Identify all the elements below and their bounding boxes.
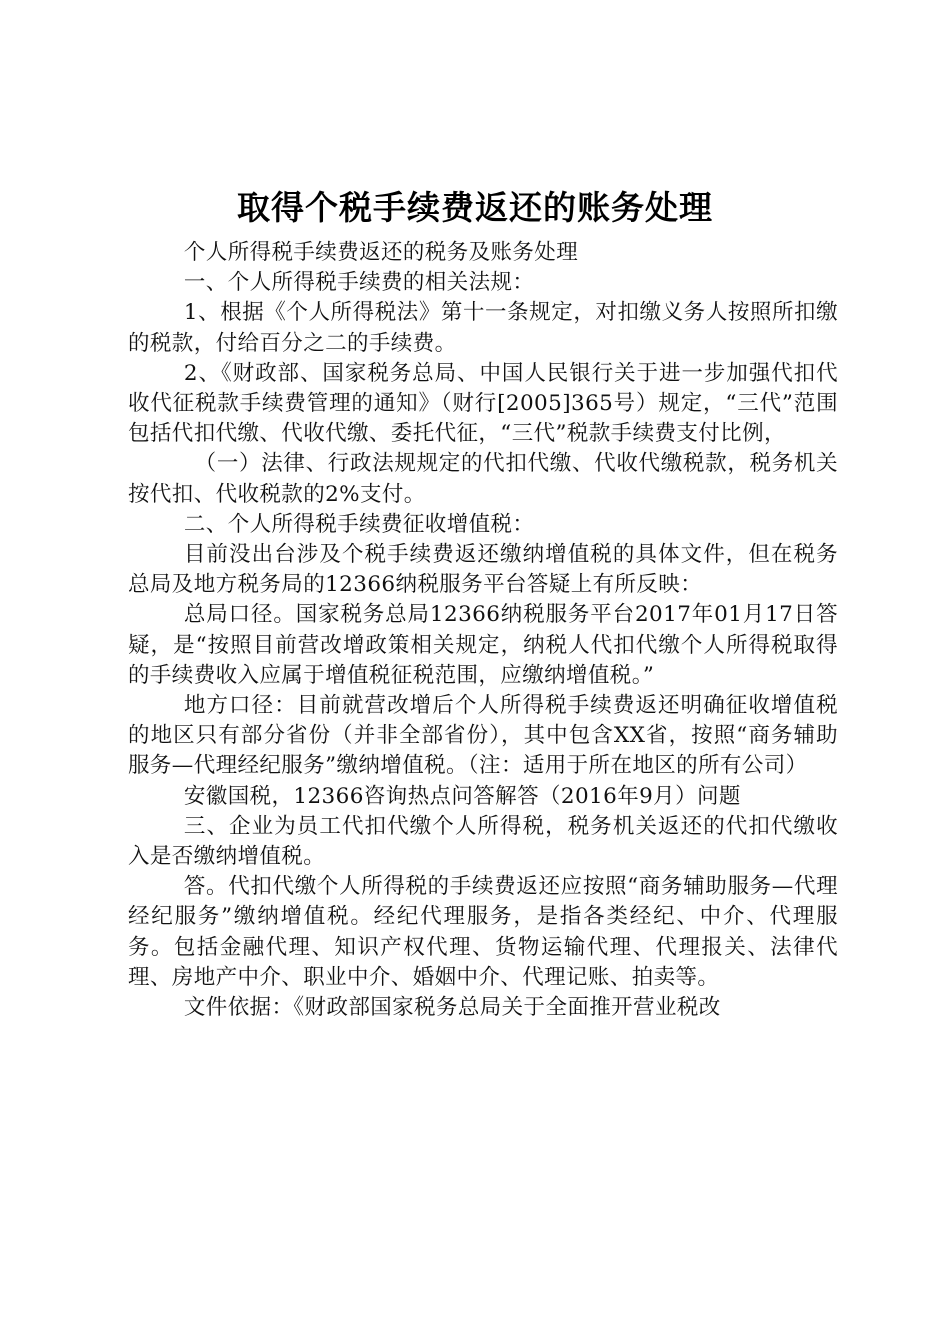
paragraph-subtitle: 个人所得税手续费返还的税务及账务处理 <box>183 240 579 265</box>
paragraph-regulation-1: 1、根据《个人所得税法》第十一条规定，对扣缴义务人按照所扣缴的税款，付给百分之二的手续费。 <box>128 300 838 356</box>
paragraph-document-basis: 文件依据：《财政部国家税务总局关于全面推开营业税改 <box>183 995 721 1021</box>
document-title: 取得个税手续费返还的账务处理 <box>237 188 713 227</box>
paragraph-national-caliber: 总局口径。国家税务总局12366纳税服务平台2017年01月17日答疑，是“按照目前营改增政策相关规定，纳税人代扣代缴个人所得税取得的手续费收入应属于增值税征税范围，应缴纳增值税。” <box>128 602 838 688</box>
paragraph-regulation-2: 2、《财政部、国家税务总局、中国人民银行关于进一步加强代扣代收代征税款手续费管理的通知》（财行[2005]365号）规定，“三代”范围包括代扣代缴、代收代缴、委托代征，“三代”税款手续费支付比例， <box>128 360 838 447</box>
paragraph-answer: 答。代扣代缴个人所得税的手续费返还应按照“商务辅助服务—代理经纪服务”缴纳增值税。经纪代理服务，是指各类经纪、中介、代理服务。包括金融代理、知识产权代理、货物运输代理、代理报关、法律代理、房地产中介、职业中介、婚姻中介、代理记账、拍卖等。 <box>128 874 838 990</box>
paragraph-section-3-question: 三、企业为员工代扣代缴个人所得税，税务机关返还的代扣代缴收入是否缴纳增值税。 <box>128 813 838 870</box>
paragraph-section-1-heading: 一、个人所得税手续费的相关法规： <box>183 270 535 296</box>
document-body <box>128 238 838 1023</box>
paragraph-local-caliber: 地方口径：目前就营改增后个人所得税手续费返还明确征收增值税的地区只有部分省份（并非全部省份），其中包含XX省，按照“商务辅助服务—代理经纪服务”缴纳增值税。（注：适用于所在地区的所有公司） <box>128 693 838 779</box>
paragraph-anhui-reference: 安徽国税，12366咨询热点问答解答（2016年9月）问题 <box>183 783 741 809</box>
paragraph-vat-background: 目前没出台涉及个税手续费返还缴纳增值税的具体文件，但在税务总局及地方税务局的12366纳税服务平台答疑上有所反映： <box>128 542 838 598</box>
paragraph-regulation-2-item-1: （一）法律、行政法规规定的代扣代缴、代收代缴税款，税务机关按代扣、代收税款的2%支付。 <box>128 451 838 507</box>
paragraph-section-2-heading: 二、个人所得税手续费征收增值税： <box>183 511 535 537</box>
